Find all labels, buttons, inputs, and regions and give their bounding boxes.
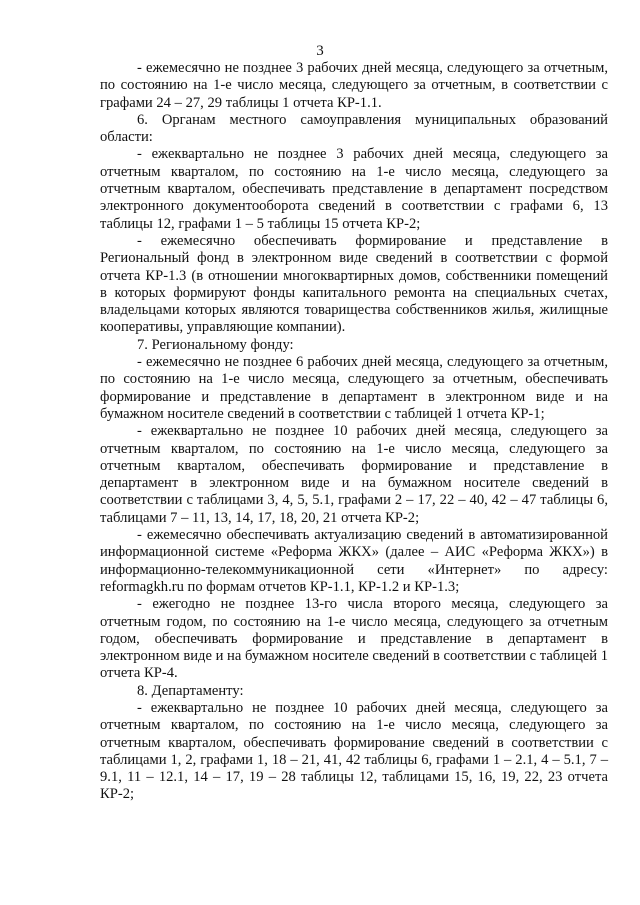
paragraph-quarterly-kr-2-department: - ежеквартально не позднее 10 рабочих дней месяца, следующего за отчетным кварталом, по состоянию на 1-е число месяца, следующего за отчетным кварталом, обеспечивать формирование сведений в соответствии с таблицами 1, 2, графами 1, 18 – 21, 41, 42 таблицы 6, графами 1 – 2.1, 4 – 5.1, 7 – 9.1, 11 – 12.1, 14 – 17, 19 – 28 таблицы 12, таблицами 15, 16, 19, 22, 23 отчета КР-2; — [100, 699, 608, 803]
section-7-heading: 7. Региональному фонду: — [137, 336, 294, 353]
section-8-heading: 8. Департаменту: — [137, 682, 244, 699]
document-body — [100, 60, 608, 804]
paragraph-monthly-kr-1: - ежемесячно не позднее 6 рабочих дней месяца, следующего за отчетным, по состоянию на 1-е число месяца, следующего за отчетным, обеспечивать формирование и представление в департамент в электронном виде и на бумажном носителе сведений в соответствии с таблицей 1 отчета КР-1; — [100, 354, 608, 422]
paragraph-monthly-kr-1-1: - ежемесячно не позднее 3 рабочих дней месяца, следующего за отчетным, по состоянию на 1-е число месяца, следующего за отчетным, в соответствии с графами 24 – 27, 29 таблицы 1 отчета КР-1.1. — [100, 60, 608, 111]
paragraph-monthly-ais-reform: - ежемесячно обеспечивать актуализацию сведений в автоматизированной информационной системе «Реформа ЖКХ» (далее – АИС «Реформа ЖКХ») в информационно-телекоммуникационной сети «Интернет» по адресу: reformagkh.ru по формам отчетов КР-1.1, КР-1.2 и КР-1.3; — [100, 527, 608, 595]
page-number: 3 — [316, 43, 324, 59]
paragraph-monthly-kr-1-3: - ежемесячно обеспечивать формирование и представление в Региональный фонд в электронном виде сведений в соответствии с формой отчета КР-1.3 (в отношении многоквартирных домов, собственники помещений в которых формируют фонды капитального ремонта на специальных счетах, владельцами которых являются товарищества собственников жилья, жилищные кооперативы, управляющие компании). — [100, 232, 608, 336]
paragraph-quarterly-kr-2: - ежеквартально не позднее 3 рабочих дней месяца, следующего за отчетным кварталом, по состоянию на 1-е число месяца, следующего за отчетным кварталом, обеспечивать представление в департамент посредством электронного документооборота сведений в соответствии с графами 6, 13 таблицы 12, графами 1 – 5 таблицы 15 отчета КР-2; — [100, 146, 608, 232]
paragraph-quarterly-kr-2-fund: - ежеквартально не позднее 10 рабочих дней месяца, следующего за отчетным кварталом, по состоянию на 1-е число месяца, следующего за отчетным кварталом, обеспечивать формирование и представление в департамент в электронном виде и на бумажном носителе сведений в соответствии с таблицами 3, 4, 5, 5.1, графами 2 – 17, 22 – 40, 42 – 47 таблицы 6, таблицами 7 – 11, 13, 14, 17, 18, 20, 21 отчета КР-2; — [100, 423, 608, 526]
section-6-heading: 6. Органам местного самоуправления муниципальных образований области: — [100, 111, 608, 146]
paragraph-yearly-kr-4: - ежегодно не позднее 13-го числа второго месяца, следующего за отчетным годом, по состоянию на 1-е число месяца, следующего за отчетным годом, обеспечивать формирование и представление в департамент в электронном виде и на бумажном носителе сведений в соответствии с таблицей 1 отчета КР-4. — [100, 596, 608, 682]
